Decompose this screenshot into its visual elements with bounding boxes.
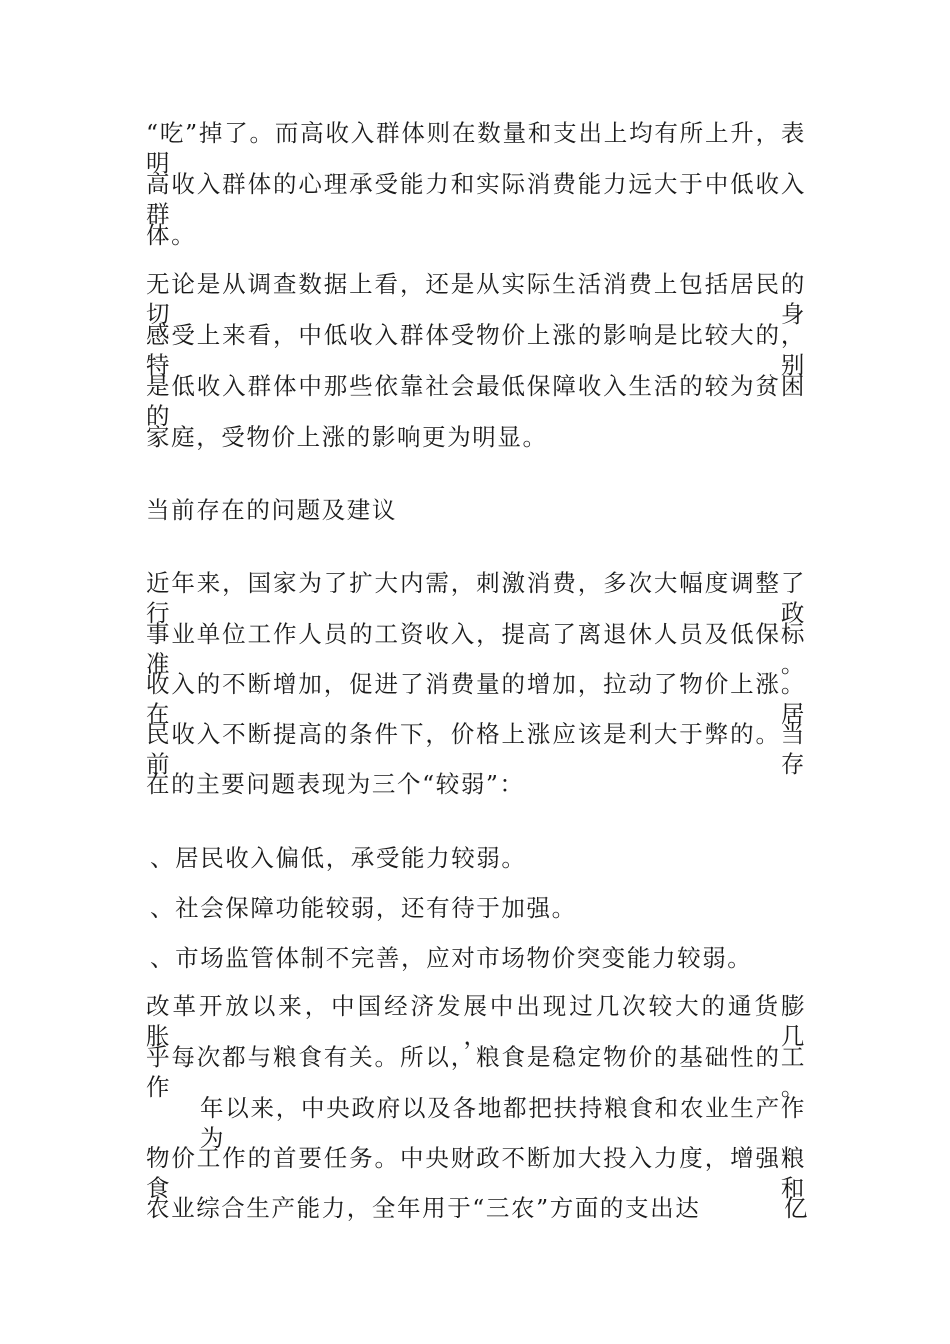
body-line-20: 物价工作的首要任务。中央财政不断加大投入力度，增强粮食和 xyxy=(146,1144,806,1202)
body-line-17: 改革开放以来，中国经济发展中出现过几次较大的通货膨胀，几 xyxy=(146,992,806,1050)
body-line-6: 是低收入群体中那些依靠社会最低保障收入生活的较为贫困的 xyxy=(146,372,806,430)
body-line-2: 高收入群体的心理承受能力和实际消费能力远大于中低收入群 xyxy=(146,170,806,228)
body-line-9: 近年来，国家为了扩大内需，刺激消费，多次大幅度调整了行政 xyxy=(146,569,806,627)
body-line-13: 在的主要问题表现为三个“较弱”： xyxy=(146,770,525,798)
body-line-1: “吃”掉了。而高收入群体则在数量和支出上均有所上升，表明 xyxy=(146,119,806,177)
body-line-7: 家庭，受物价上涨的影响更为明显。 xyxy=(146,423,548,451)
section-heading: 当前存在的问题及建议 xyxy=(146,496,397,524)
body-line-21: 农业综合生产能力，全年用于“三农”方面的支出达 xyxy=(146,1194,701,1222)
body-line-18: 乎每次都与粮食有关。所以，粮食是稳定物价的基础性的工作。 xyxy=(146,1043,806,1101)
body-line-11: 收入的不断增加，促进了消费量的增加，拉动了物价上涨。在居 xyxy=(146,670,806,728)
body-line-10: 事业单位工作人员的工资收入，提高了离退休人员及低保标准。 xyxy=(146,620,806,678)
list-item-2: 、社会保障功能较弱，还有待于加强。 xyxy=(150,894,577,922)
list-item-1: 、居民收入偏低，承受能力较弱。 xyxy=(150,844,527,872)
body-line-4: 无论是从调查数据上看，还是从实际生活消费上包括居民的切身 xyxy=(146,270,806,328)
body-line-12: 民收入不断提高的条件下，价格上涨应该是利大于弊的。当前存 xyxy=(146,720,806,778)
trailing-unit: 亿 xyxy=(784,1194,808,1222)
list-item-3: 、市场监管体制不完善，应对市场物价突变能力较弱。 xyxy=(150,944,753,972)
body-line-3: 体。 xyxy=(146,221,197,249)
body-line-19: 年以来，中央政府以及各地都把扶持粮食和农业生产作为 xyxy=(200,1094,806,1152)
body-line-5: 感受上来看，中低收入群体受物价上涨的影响是比较大的，特别 xyxy=(146,321,806,379)
